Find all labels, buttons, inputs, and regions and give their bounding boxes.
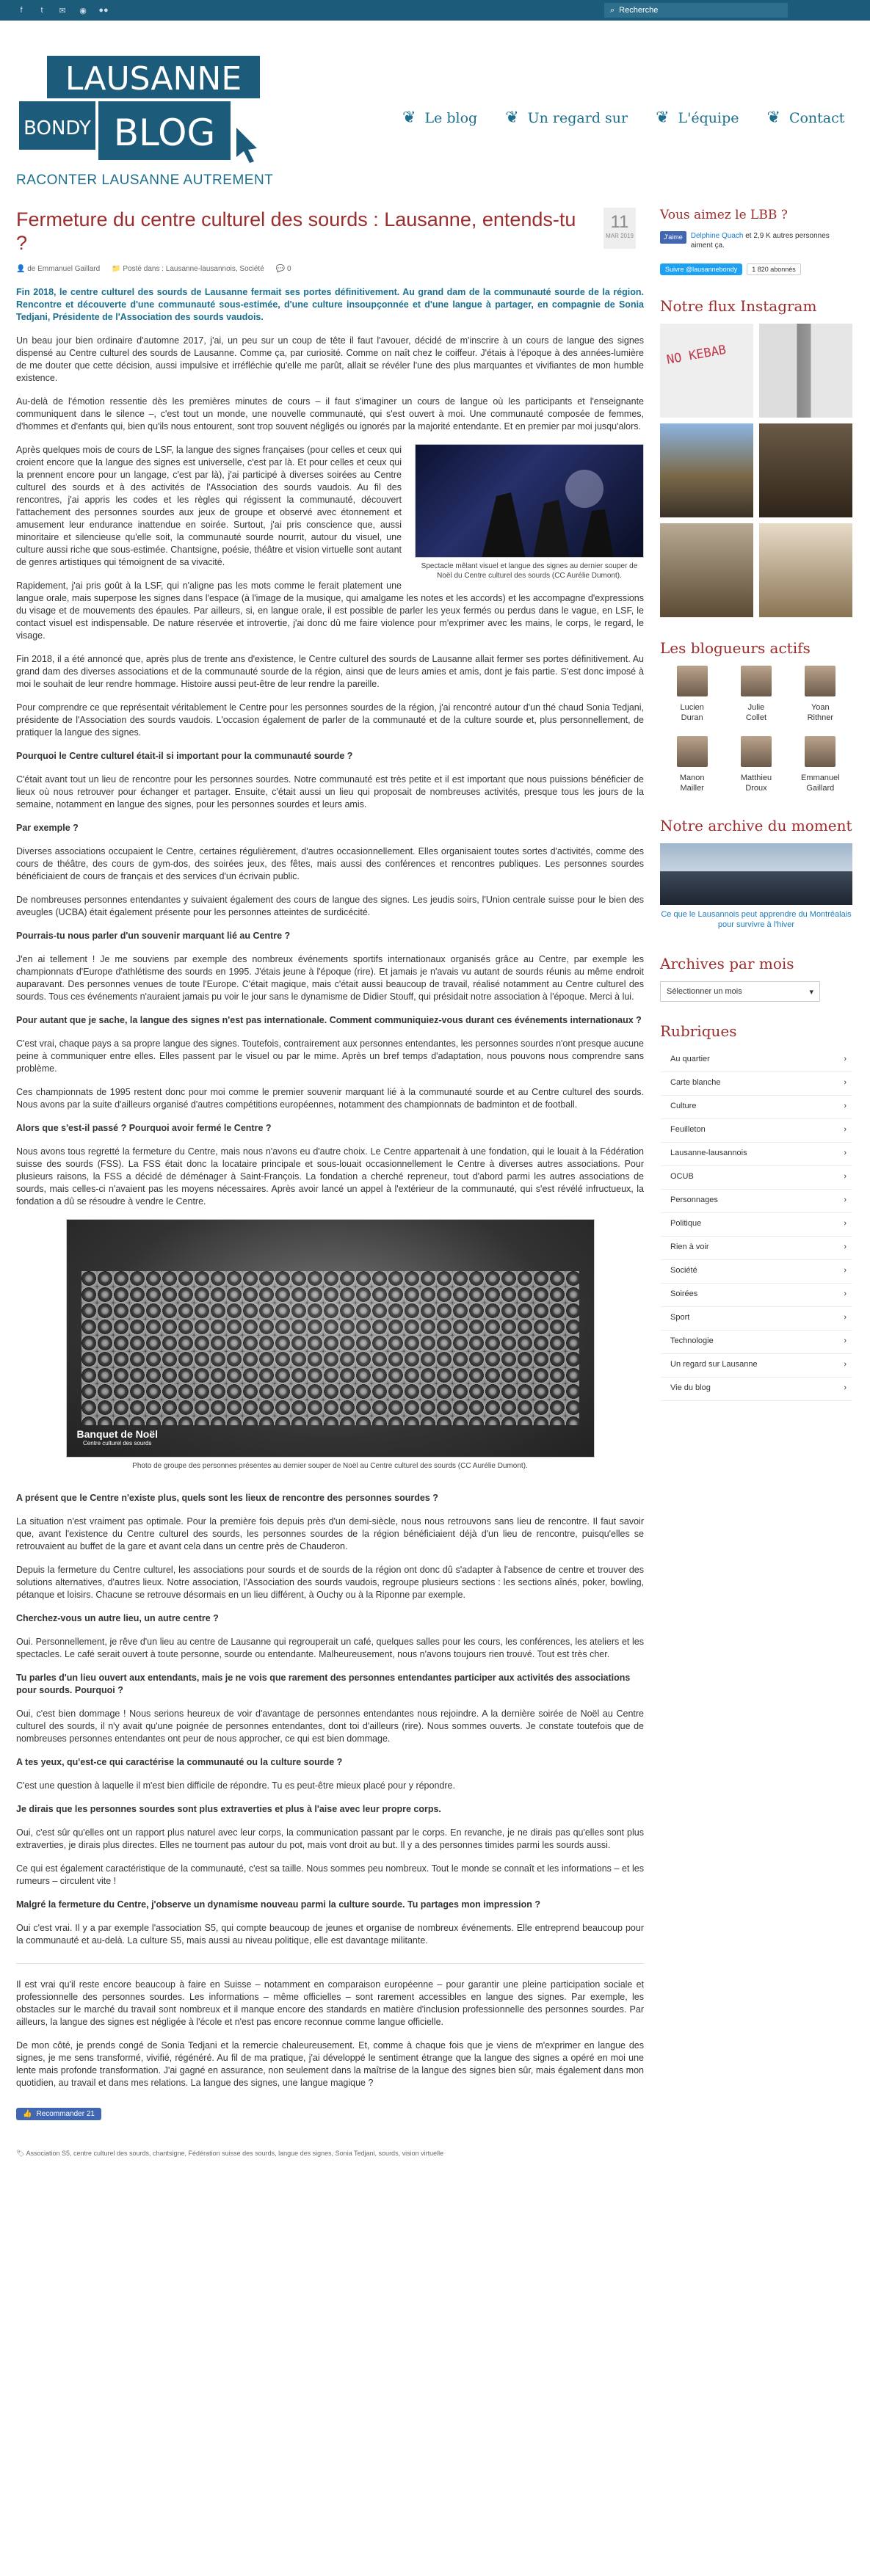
leaf-icon: ❦ [402, 109, 416, 127]
nav-label: L'équipe [678, 109, 739, 126]
figure-caption: Spectacle mêlant visuel et langue des signes au dernier souper de Noël du Centre culturel des sourds (CC Aurélie Dumont). [421, 562, 638, 580]
chevron-right-icon: › [844, 1149, 847, 1157]
blogger-card[interactable]: Julie Collet [724, 666, 788, 723]
paragraph: Après quelques mois de cours de LSF, la langue des signes françaises (pour celles et ceux qui croient encore que la langue des signes est universelle, c'est par là. Et pour celles et ceux qui la prennent encore pour un langage, c'est par là), j'ai participé à diverses soirées au Centre culturel des sourds et à des activités de l'Association des sourds vaudois. Au fil des rencontres, j'ai appris les codes et les règles qui régissent la communauté, découvert l'attachement des personnes sourdes aux jeux de groupe et observé avec étonnement et amusement leur endurance inattendue en soirée. Surtout, j'ai pris conscience que, aussi minoritaire et silencieuse qu'elle soit, la communauté sourde nourrit, autour du visuel, une culture aussi riche que sous-estimée. Chantsigne, poésie, théâtre et vision virtuelle sont autant de genres artistiques qui témoignent de sa vivacité. [16, 445, 402, 567]
blogger-card[interactable]: Manon Mailler [660, 736, 724, 793]
interview-answer: Diverses associations occupaient le Centre, certaines régulièrement, d'autres occasionnellement. Elles organisaient toutes sortes d'activités, comme des cours de théâtre, des cours de gym-dos, des soirées jeux, des fêtes, mais aussi des conférences et rencontres publiques. Les personnes sourdes bénéficiaient de cours de français et des services d'un écrivain public. [16, 846, 644, 881]
chevron-right-icon: › [844, 1196, 847, 1204]
recommend-label: Recommander 21 [36, 2110, 95, 2118]
paragraph: Rapidement, j'ai pris goût à la LSF, qui n'aligne pas les mots comme le ferait platement une langue orale, mais superpose les signes dans l'espace (à l'image de la musique, qui amalgame les notes et les accords) et les accompagne d'expressions du visage et de mouvements des épaules. Par ailleurs, si, en langue orale, il est possible de parler les yeux fermés ou perdus dans le vague, en LSF, le contact visuel est indispensable. De nature réservée et introvertie, j'ai donc dû me faire violence pour m'exprimer avec les mains, le corps, le regard, le visage. [16, 581, 644, 641]
paragraph: Fin 2018, il a été annoncé que, après plus de trente ans d'existence, le Centre culturel des sourds de Lausanne allait fermer ses portes définitivement. Au grand dam des diverses associations et de la communauté sourde de la région, ainsi que de leurs amies et amis, dont je fais partie. S'est donc imposé à moi le souhait de leur rendre hommage. Histoire aussi peut-être de leur rendre la pareille. [16, 654, 644, 689]
paragraph: Pour comprendre ce que représentait véritablement le Centre pour les personnes sourdes de la région, j'ai rencontré autour d'un thé chaud Sonia Tedjani, présidente de l'Association des sourds vaudois. L'occasion également de parler de la communauté et de la culture sourde et, plus personnellement, de pratiquer la langue des signes. [16, 702, 644, 738]
sidebar [660, 208, 852, 1401]
figure-group-photo [66, 1219, 595, 1470]
avatar [805, 666, 835, 696]
nav-label: Le blog [424, 109, 478, 126]
spectacle-photo[interactable] [415, 444, 644, 558]
interview-answer: Oui, c'est bien dommage ! Nous serions heureux de voir d'avantage de personnes entendantes nous rejoindre. A la dernière soirée de Noël au Centre culturel des sourds, il n'y avait qu'une poignée de personnes entendantes, dont toi d'ailleurs (rire). Nous sommes ouverts. Je constate toutefois que de nombreuses personnes entendantes ont peur de nous approcher, ce qui est bien dommage. [16, 1709, 644, 1744]
interview-answer: Nous avons tous regretté la fermeture du Centre, mais nous n'avons eu d'autre choix. Le Centre appartenait à une fondation, qui le louait à la Fédération suisse des sourds (FSS). La FSS était donc la locataire principale et sous-louait occasionnellement le Centre à diverses autres associations. Pour plusieurs raisons, la FSS a décidé de déménager à Saint-François. La fondation a cherché repreneur, tout d'abord parmi les autres associations de sourds, mais celles-ci n'avaient pas les moyens nécessaires. Après avoir lancé un appel à l'extérieur de la communauté, qui s'est révélé infructueux, la fondation a dû se résoudre à vendre le Centre. [16, 1146, 644, 1207]
search-placeholder: Recherche [619, 6, 659, 15]
blogger-card[interactable]: Yoan Rithner [789, 666, 852, 723]
instagram-photo[interactable] [759, 324, 852, 418]
chevron-right-icon: › [844, 1125, 847, 1134]
conclusion-paragraph: Il est vrai qu'il reste encore beaucoup à faire en Suisse – notamment en comparaison européenne – pour garantir une pleine participation sociale et professionnelle des personnes sourdes. Les informations – même officielles – sont rarement accessibles en langue des signes. Par exemple, les obstacles sur le marché du travail sont nombreux et il manque encore des standards en matière d'inclusion professionnelle des personnes sourdes. Par ailleurs, la langue des signes est négligée à l'école et n'est pas encore reconnue comme langue officielle. [16, 1979, 644, 2027]
interview-question: Malgré la fermeture du Centre, j'observe un dynamisme nouveau parmi la culture sourde. Tu partages mon impression ? [16, 1899, 541, 1910]
post-lead: Fin 2018, le centre culturel des sourds de Lausanne fermait ses portes définitivement. Au grand dam de la communauté sourde de la région. Rencontre et découverte d'une communauté sous-estimée, d'une culture insoupçonnée et d'une langue à partager, en compagnie de Sonia Tedjani, Présidente de l'Association des sourds vaudois. [16, 287, 644, 322]
flickr-icon[interactable]: ●● [98, 5, 109, 15]
chevron-right-icon: › [844, 1219, 847, 1228]
paragraph: Un beau jour bien ordinaire d'automne 2017, j'ai, un peu sur un coup de tête il faut l'avouer, décidé de m'inscrire à un cours de langue des signes dispensé au Centre culturel des sourds de Lausanne. Comme ça, par curiosité. Comme on naît chez le coiffeur. J'étais à l'époque à des années-lumière de me douter que cette décision, aussi impulsive et irréfléchie qu'elle me parût, allait se révéler l'une des plus marquantes et vivifiantes de mon humble existence. [16, 335, 644, 383]
photo-watermark: Banquet de Noël Centre culturel des sourds [76, 1428, 158, 1447]
archive-image[interactable] [660, 843, 852, 905]
widget-title-lbb: Vous aimez le LBB ? [660, 208, 788, 222]
avatar [741, 666, 772, 696]
category-item[interactable]: Soirées › [660, 1284, 852, 1307]
instagram-grid [660, 324, 852, 617]
tag-icon: 🏷 [16, 2150, 26, 2157]
interview-answer: La situation n'est vraiment pas optimale. Pour la première fois depuis près d'un demi-siècle, nous nous retrouvons sans lieu de rencontre. Il faut savoir que, avant l'existence du Centre culturel des sourds, les personnes sourdes de la région bénéficiaient déjà d'un lieu de rencontre, puisqu'elles se retrouvaient au buffet de la gare et avant cela dans un centre près de Chauderon. [16, 1516, 644, 1551]
interview-answer: Ce qui est également caractéristique de la communauté, c'est sa taille. Nous sommes peu nombreux. Tout le monde se connaît et les informations – et les rumeurs – circulent vite ! [16, 1863, 644, 1886]
instagram-photo[interactable] [759, 423, 852, 517]
chevron-right-icon: › [844, 1078, 847, 1087]
post-author[interactable]: de Emmanuel Gaillard [27, 265, 101, 273]
tag-list[interactable]: Association S5, centre culturel des sourds, chantsigne, Fédération suisse des sourds, langue des signes, Sonia Tedjani, sourds, vision virtuelle [26, 2150, 444, 2157]
post-tags [16, 2150, 644, 2158]
category-item[interactable]: Un regard sur Lausanne › [660, 1354, 852, 1378]
blogger-card[interactable]: Emmanuel Gaillard [789, 736, 852, 793]
interview-question: Pourrais-tu nous parler d'un souvenir marquant lié au Centre ? [16, 931, 291, 941]
chevron-right-icon: › [844, 1383, 847, 1392]
category-item[interactable]: Sport › [660, 1307, 852, 1331]
twitter-follow-button[interactable]: Suivre @lausannebondy [660, 263, 742, 275]
main-nav [402, 109, 844, 127]
category-item[interactable]: Société › [660, 1260, 852, 1284]
interview-answer: C'est une question à laquelle il m'est bien difficile de répondre. Tu es peut-être mieux placé pour y répondre. [16, 1780, 455, 1791]
twitter-count: 1 820 abonnés [747, 263, 801, 275]
nav-contact[interactable] [767, 109, 845, 127]
avatar [677, 736, 708, 767]
twitter-widget [660, 263, 852, 275]
article [16, 208, 644, 2158]
nav-label: Contact [789, 109, 845, 126]
group-photo[interactable] [66, 1219, 595, 1458]
rss-icon[interactable]: ◉ [79, 6, 87, 15]
chevron-right-icon: › [844, 1313, 847, 1322]
search-input[interactable] [604, 3, 788, 18]
facebook-icon[interactable]: f [20, 5, 23, 15]
nav-label: Un regard sur [527, 109, 628, 126]
interview-answer: Depuis la fermeture du Centre culturel, les associations pour sourds et de sourds de la région ont donc dû s'adapter à l'absence de centre et trouver des solutions alternatives, d'autres lieux. Notre association, l'Association des sourds vaudois, regroupe plusieurs sections : les sections aînés, poker, bowling, pétanque et loisirs. Chacune se retrouve désormais en un lieu différent, à Ouchy ou à la Riponne par exemple. [16, 1565, 644, 1600]
instagram-photo[interactable] [660, 523, 753, 617]
search-icon: ⌕ [610, 5, 615, 15]
post-title: Fermeture du centre culturel des sourds : Lausanne, entends-tu ? [16, 208, 576, 254]
site-header [0, 21, 870, 188]
interview-answer: De nombreuses personnes entendantes y suivaient également des cours de langue des signes. Les jeudis soirs, l'Union centrale suisse pour le bien des aveugles (UCBA) était également présente pour les personnes atteintes de surdicécité. [16, 895, 644, 917]
instagram-sign-text: NO KEBAB [665, 342, 728, 368]
chevron-right-icon: › [844, 1102, 847, 1110]
leaf-icon: ❦ [505, 109, 519, 127]
paragraph: Au-delà de l'émotion ressentie dès les premières minutes de cours – il faut s'imaginer un cours de langue où les participants et l'enseignante communiquent dans le silence –, c'est tout un monde, une nouvelle communauté, qui s'est ouvert à moi. Une communauté composée de femmes, d'hommes et d'enfants qui, bien qu'ils nous entourent, sont trop souvent négligés ou ignorés par la majorité entendante. Et en premier par moi jusqu'alors. [16, 396, 644, 432]
fb-like-widget [660, 231, 852, 250]
widget-title-archive: Notre archive du moment [660, 817, 852, 834]
social-links [16, 6, 109, 15]
category-item[interactable]: Lausanne-lausannois › [660, 1143, 852, 1166]
chevron-right-icon: › [844, 1336, 847, 1345]
leaf-icon: ❦ [656, 109, 670, 127]
bloggers-grid [660, 666, 852, 793]
archive-caption[interactable]: Ce que le Lausannois peut apprendre du Montréalais pour survivre à l'hiver [661, 910, 852, 929]
post-meta [16, 265, 644, 273]
thumbs-up-icon: 👍 [23, 2110, 32, 2118]
user-icon: 👤 [16, 265, 28, 273]
conclusion-paragraph: De mon côté, je prends congé de Sonia Tedjani et la remercie chaleureusement. Et, comme à chaque fois que je viens de m'exprimer en langue des signes, je me sens transformé, vivifié, régénéré. Au fil de ma pratique, j'ai développé le sentiment étrange que la langue des signes a opéré en moi une lente mais profonde transformation. J'ai gagné en assurance, non seulement dans la maîtrise de la langue des signes bien sûr, mais également dans mon quotidien, au travail et dans mes relations. La langue des signes, une langue magique ? [16, 2040, 644, 2088]
interview-question: Par exemple ? [16, 823, 79, 833]
select-value: Sélectionner un mois [667, 987, 742, 996]
nav-regard[interactable] [505, 109, 628, 127]
category-item[interactable]: Vie du blog › [660, 1378, 852, 1401]
interview-question: Je dirais que les personnes sourdes sont plus extraverties et plus à l'aise avec leur propre corps. [16, 1804, 441, 1814]
category-list [660, 1049, 852, 1401]
category-item[interactable]: Feuilleton › [660, 1119, 852, 1143]
category-item[interactable]: Au quartier › [660, 1049, 852, 1072]
interview-question: A présent que le Centre n'existe plus, quels sont les lieux de rencontre des personnes sourdes ? [16, 1493, 438, 1503]
archives-select[interactable] [660, 981, 820, 1002]
post-month: MAR 2019 [606, 233, 634, 239]
avatar [741, 736, 772, 767]
widget-title-bloggers: Les blogueurs actifs [660, 639, 811, 657]
chevron-down-icon: ▾ [809, 987, 813, 997]
widget-title-archives: Archives par mois [660, 955, 794, 972]
interview-answer: Oui. Personnellement, je rêve d'un lieu au centre de Lausanne qui regrouperait un café, quelques salles pour les cours, les conférences, les ateliers et les spectacles. Le café serait ouvert à toute personne, sourde ou entendante. Malheureusement, nous n'avons toujours rien trouvé. Tout est très cher. [16, 1637, 644, 1659]
folder-icon: 📁 [112, 265, 123, 273]
interview-answer: J'en ai tellement ! Je me souviens par exemple des nombreux événements sportifs internationaux organisés grâce au Centre, par exemple les championnats d'Europe d'athlétisme des sourds en 1995. J'étais jeune à l'époque (rire). Et jamais je n'avais vu autant de sourds réunis au même endroit auparavant. Des personnes venues de toute l'Europe. C'était magique, mais c'était aussi beaucoup de travail, réalisé notamment au Centre culturel des sourds. Tous ces événements n'auraient jamais pu voir le jour sans le dynamisme de Didier Stouff, qui présidait notre association à l'époque. Merci à lui. [16, 954, 644, 1002]
instagram-photo[interactable] [660, 324, 753, 418]
post-date [603, 208, 636, 249]
blogger-card[interactable]: Lucien Duran [660, 666, 724, 723]
category-item[interactable]: Carte blanche › [660, 1072, 852, 1096]
twitter-icon[interactable]: t [40, 5, 43, 15]
chevron-right-icon: › [844, 1289, 847, 1298]
interview-answer: Ces championnats de 1995 restent donc pour moi comme le premier souvenir marquant lié à la communauté sourde et au Centre culturel des sourds. Nous avons par la suite d'ailleurs organisé d'autres compétitions européennes, notamment des championnats de badminton et de football. [16, 1087, 644, 1110]
comment-icon: 💬 [275, 265, 287, 273]
interview-answer: Oui, c'est sûr qu'elles ont un rapport plus naturel avec leur corps, la communication passant par le corps. En revanche, je ne dirais pas qu'elles sont plus extraverties, je dirais plus directes. Elles ne tournent pas autour du pot, mais vont droit au but. Il y a des personnes timides parmi les sourds aussi. [16, 1827, 644, 1850]
avatar [805, 736, 835, 767]
fb-friend-link[interactable]: Delphine Quach [690, 232, 744, 240]
interview-answer: C'est vrai, chaque pays a sa propre langue des signes. Toutefois, contrairement aux personnes entendantes, les personnes sourdes n'ont presque aucune peine à communiquer entre elles. Elles passent par le visuel ou par le mime. Après un bref temps d'adaptation, nous pouvons nous comprendre sans problème. [16, 1038, 644, 1074]
interview-question: Cherchez-vous un autre lieu, un autre centre ? [16, 1613, 219, 1623]
fb-recommend-button[interactable] [16, 2108, 101, 2120]
post-category[interactable]: Posté dans : Lausanne-lausannois, Société [123, 265, 264, 273]
interview-question: Pour autant que je sache, la langue des signes n'est pas internationale. Comment communiquiez-vous durant ces événements internationaux ? [16, 1015, 642, 1025]
category-item[interactable]: Culture › [660, 1096, 852, 1119]
category-item[interactable]: Technologie › [660, 1331, 852, 1354]
avatar [677, 666, 708, 696]
logo-lausanne: LAUSANNE [65, 60, 242, 98]
nav-blog[interactable] [402, 109, 477, 127]
chevron-right-icon: › [844, 1055, 847, 1063]
chevron-right-icon: › [844, 1360, 847, 1369]
widget-title-rubriques: Rubriques [660, 1022, 737, 1040]
interview-question: Pourquoi le Centre culturel était-il si important pour la communauté sourde ? [16, 751, 353, 761]
category-item[interactable]: Personnages › [660, 1190, 852, 1213]
divider [16, 1963, 644, 1964]
chevron-right-icon: › [844, 1172, 847, 1181]
post-day: 11 [610, 212, 629, 232]
comment-count[interactable]: 0 [287, 265, 291, 273]
interview-question: A tes yeux, qu'est-ce qui caractérise la communauté ou la culture sourde ? [16, 1757, 343, 1767]
blogger-card[interactable]: Matthieu Droux [724, 736, 788, 793]
interview-question: Tu parles d'un lieu ouvert aux entendants, mais je ne vois que rarement des personnes entendantes participer aux activités des associations pour sourds. Pourquoi ? [16, 1673, 631, 1695]
site-tagline: RACONTER LAUSANNE AUTREMENT [16, 172, 274, 188]
category-item[interactable]: Rien à voir › [660, 1237, 852, 1260]
site-logo[interactable] [16, 47, 266, 174]
nav-equipe[interactable] [656, 109, 739, 127]
cursor-icon [236, 128, 257, 163]
category-item[interactable]: OCUB › [660, 1166, 852, 1190]
logo-blog: BLOG [113, 112, 216, 154]
interview-answer: C'était avant tout un lieu de rencontre pour les personnes sourdes. Notre communauté est très petite et il est important que nous puissions bénéficier de lieux où nous retrouver pour échanger et partager. Ensuite, c'était aussi un lieu qui proposait de nombreuses activités, presque tous les jours de la semaine, notamment en langue des signes, pour les personnes sourdes et leurs amis. [16, 774, 644, 809]
mail-icon[interactable]: ✉ [59, 6, 66, 15]
instagram-photo[interactable] [759, 523, 852, 617]
chevron-right-icon: › [844, 1266, 847, 1275]
top-bar [0, 0, 870, 21]
figure-caption: Photo de groupe des personnes présentes au dernier souper de Noël au Centre culturel des sourds (CC Aurélie Dumont). [132, 1462, 528, 1470]
category-item[interactable]: Politique › [660, 1213, 852, 1237]
fb-like-button[interactable]: J'aime [660, 231, 686, 244]
interview-answer: Oui c'est vrai. Il y a par exemple l'association S5, qui compte beaucoup de jeunes et organise de nombreux événements. Elle entreprend beaucoup pour la communauté et au-delà. La culture S5, mais aussi au niveau politique, elle est davantage militante. [16, 1923, 644, 1946]
interview-question: Alors que s'est-il passé ? Pourquoi avoir fermé le Centre ? [16, 1123, 272, 1133]
chevron-right-icon: › [844, 1242, 847, 1251]
fb-like-text: et 2,9 K autres personnes aiment ça. [690, 232, 830, 250]
logo-bondy: BONDY [23, 117, 91, 139]
widget-title-instagram: Notre flux Instagram [660, 297, 817, 315]
leaf-icon: ❦ [766, 109, 780, 127]
figure-spectacle [415, 444, 644, 581]
